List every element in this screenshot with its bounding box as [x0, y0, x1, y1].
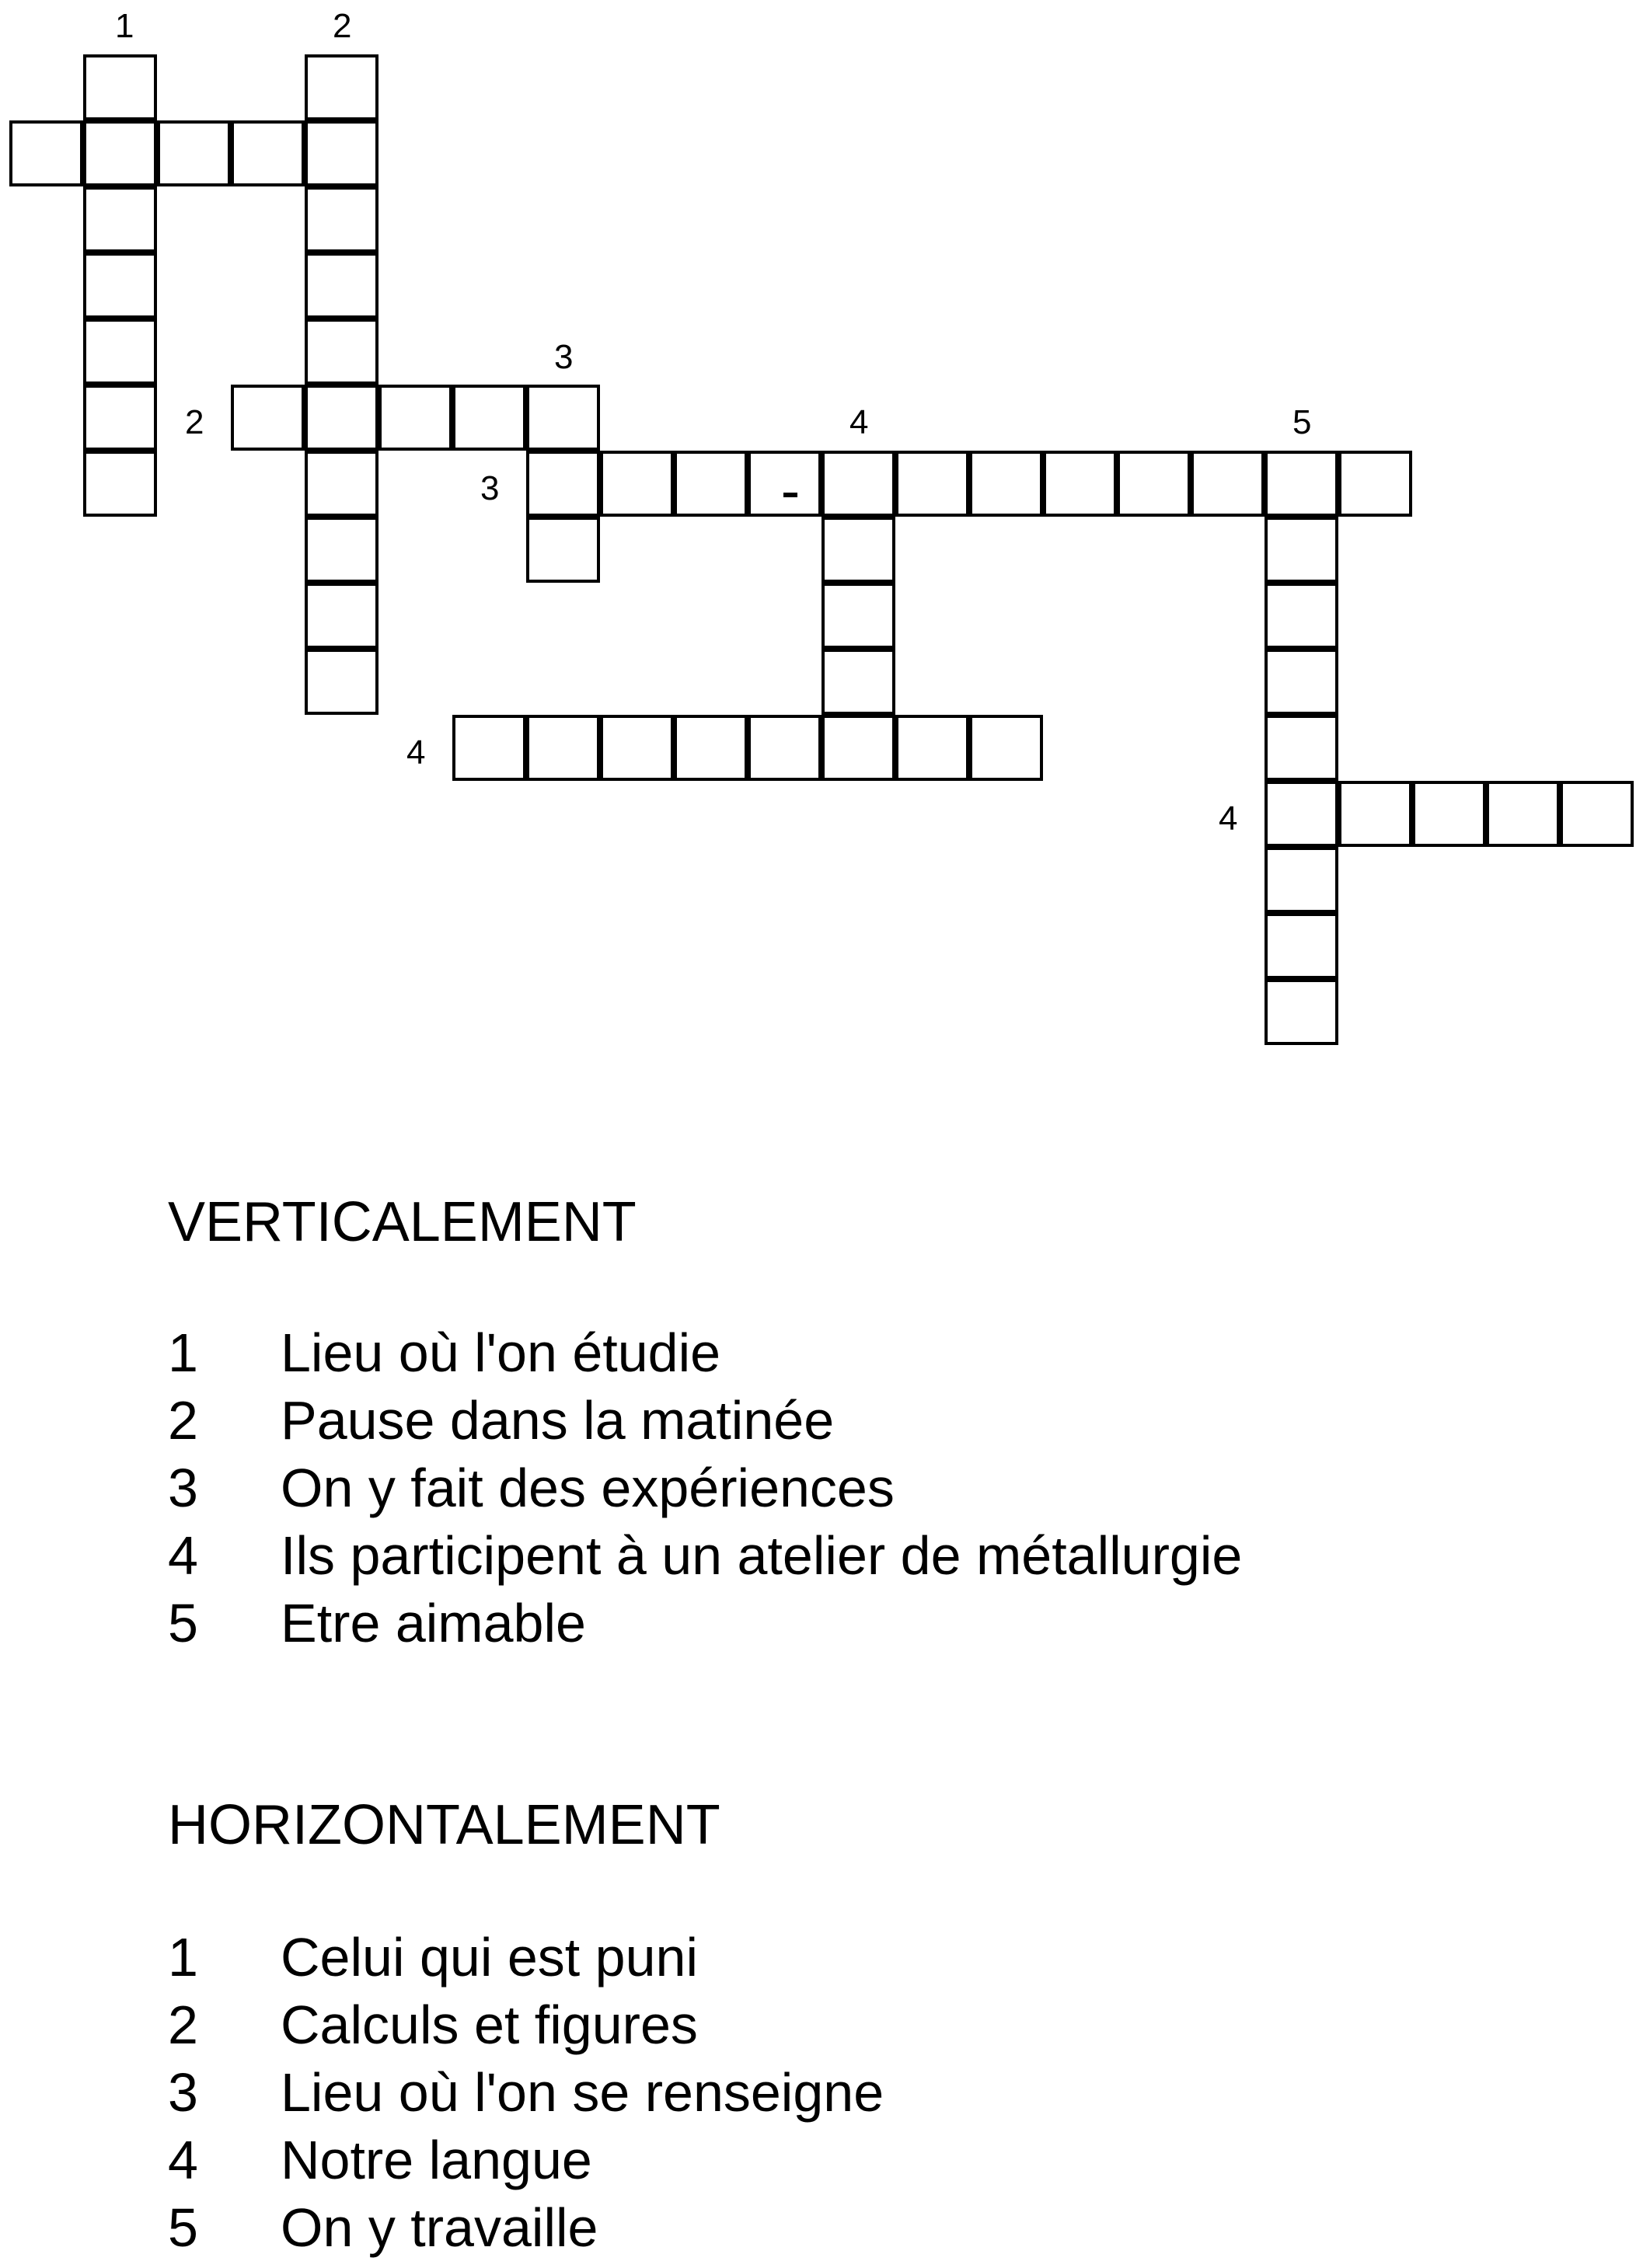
crossword-cell[interactable]	[748, 451, 822, 517]
vertical-section-title: VERTICALEMENT	[168, 1191, 637, 1253]
crossword-cell[interactable]	[1191, 451, 1265, 517]
clue-text: Celui qui est puni	[281, 1926, 698, 1988]
clue-number: 2	[168, 1994, 198, 2055]
grid-number-across-3: 3	[480, 469, 500, 507]
crossword-cell[interactable]	[1043, 451, 1117, 517]
crossword-cell[interactable]	[231, 120, 305, 186]
crossword-cell[interactable]	[1486, 781, 1560, 847]
crossword-cell[interactable]	[822, 517, 895, 583]
clue-number: 5	[168, 1592, 198, 1653]
crossword-cell[interactable]	[1117, 451, 1191, 517]
grid-number-down-2: 2	[333, 7, 352, 45]
clue-number: 5	[168, 2197, 198, 2258]
crossword-cell[interactable]	[305, 120, 378, 186]
crossword-cell[interactable]	[305, 319, 378, 385]
crossword-cell[interactable]	[526, 517, 600, 583]
clue-text: Ils participent à un atelier de métallurgie	[281, 1524, 1243, 1586]
clue-text: Notre langue	[281, 2129, 592, 2190]
crossword-cell[interactable]	[231, 385, 305, 451]
crossword-cell[interactable]	[526, 385, 600, 451]
crossword-cell[interactable]	[822, 715, 895, 781]
crossword-cell[interactable]	[83, 186, 157, 253]
crossword-cell[interactable]	[1265, 517, 1338, 583]
clue-text: Etre aimable	[281, 1592, 586, 1653]
crossword-cell[interactable]	[9, 120, 83, 186]
grid-number-across-2: 2	[185, 403, 204, 441]
horizontal-section-title: HORIZONTALEMENT	[168, 1794, 720, 1856]
clue-number: 3	[168, 2061, 198, 2123]
crossword-cell[interactable]	[1265, 715, 1338, 781]
crossword-cell[interactable]	[822, 451, 895, 517]
crossword-cell[interactable]	[452, 715, 526, 781]
crossword-cell[interactable]	[305, 451, 378, 517]
crossword-cell[interactable]	[305, 649, 378, 715]
clue-text: On y fait des expériences	[281, 1457, 895, 1518]
crossword-cell[interactable]	[1338, 451, 1412, 517]
clue-number: 3	[168, 1457, 198, 1518]
clue-text: Lieu où l'on étudie	[281, 1322, 721, 1383]
crossword-cell[interactable]	[600, 451, 674, 517]
crossword-cell[interactable]	[305, 253, 378, 319]
crossword-cell[interactable]	[1265, 781, 1338, 847]
crossword-cell[interactable]	[83, 253, 157, 319]
grid-number-across-4b: 4	[1219, 800, 1238, 838]
crossword-cell[interactable]	[1265, 847, 1338, 913]
crossword-cell[interactable]	[83, 319, 157, 385]
clue-number: 4	[168, 2129, 198, 2190]
vertical-clue-list	[168, 1319, 1242, 1657]
clue-item	[168, 1589, 1242, 1657]
crossword-cell[interactable]	[748, 715, 822, 781]
crossword-cell[interactable]	[83, 54, 157, 120]
clue-number: 1	[168, 1926, 198, 1988]
crossword-cell[interactable]	[822, 649, 895, 715]
crossword-cell[interactable]	[526, 715, 600, 781]
clue-item	[168, 1319, 1242, 1386]
grid-number-down-1: 1	[115, 7, 134, 45]
clue-item	[168, 1521, 1242, 1589]
crossword-cell[interactable]	[1560, 781, 1634, 847]
hyphen-mark	[783, 493, 797, 497]
crossword-cell[interactable]	[157, 120, 231, 186]
horizontal-clue-list	[168, 1923, 884, 2261]
crossword-cell[interactable]	[1265, 451, 1338, 517]
crossword-grid	[0, 0, 1650, 1072]
clue-number: 1	[168, 1322, 198, 1383]
crossword-cell[interactable]	[305, 517, 378, 583]
crossword-cell[interactable]	[1265, 583, 1338, 649]
clue-text: Calculs et figures	[281, 1994, 698, 2055]
clue-item	[168, 2193, 884, 2261]
crossword-cell[interactable]	[1265, 649, 1338, 715]
grid-number-down-5: 5	[1292, 403, 1312, 441]
clue-item	[168, 1386, 1242, 1454]
crossword-cell[interactable]	[895, 715, 969, 781]
grid-number-across-4a: 4	[406, 733, 426, 772]
grid-number-down-3: 3	[554, 338, 574, 376]
crossword-cell[interactable]	[600, 715, 674, 781]
crossword-cell[interactable]	[1265, 979, 1338, 1045]
clue-number: 2	[168, 1389, 198, 1451]
crossword-cell[interactable]	[969, 451, 1043, 517]
clue-item	[168, 2058, 884, 2126]
crossword-cell[interactable]	[674, 451, 748, 517]
crossword-cell[interactable]	[305, 583, 378, 649]
crossword-cell[interactable]	[83, 385, 157, 451]
crossword-cell[interactable]	[526, 451, 600, 517]
clue-text: On y travaille	[281, 2197, 598, 2258]
grid-number-down-4: 4	[849, 403, 869, 441]
crossword-cell[interactable]	[674, 715, 748, 781]
crossword-cell[interactable]	[452, 385, 526, 451]
clue-item	[168, 1454, 1242, 1521]
crossword-cell[interactable]	[378, 385, 452, 451]
clue-text: Lieu où l'on se renseigne	[281, 2061, 884, 2123]
crossword-cell[interactable]	[83, 451, 157, 517]
crossword-cell[interactable]	[895, 451, 969, 517]
crossword-cell[interactable]	[305, 54, 378, 120]
clue-text: Pause dans la matinée	[281, 1389, 835, 1451]
crossword-cell[interactable]	[83, 120, 157, 186]
crossword-cell[interactable]	[1338, 781, 1412, 847]
crossword-cell[interactable]	[822, 583, 895, 649]
crossword-cell[interactable]	[969, 715, 1043, 781]
crossword-cell[interactable]	[1412, 781, 1486, 847]
crossword-cell[interactable]	[1265, 913, 1338, 979]
clue-item	[168, 1923, 884, 1991]
clue-item	[168, 2126, 884, 2193]
clue-number: 4	[168, 1524, 198, 1586]
clue-item	[168, 1991, 884, 2058]
crossword-cell[interactable]	[305, 186, 378, 253]
crossword-cell[interactable]	[305, 385, 378, 451]
